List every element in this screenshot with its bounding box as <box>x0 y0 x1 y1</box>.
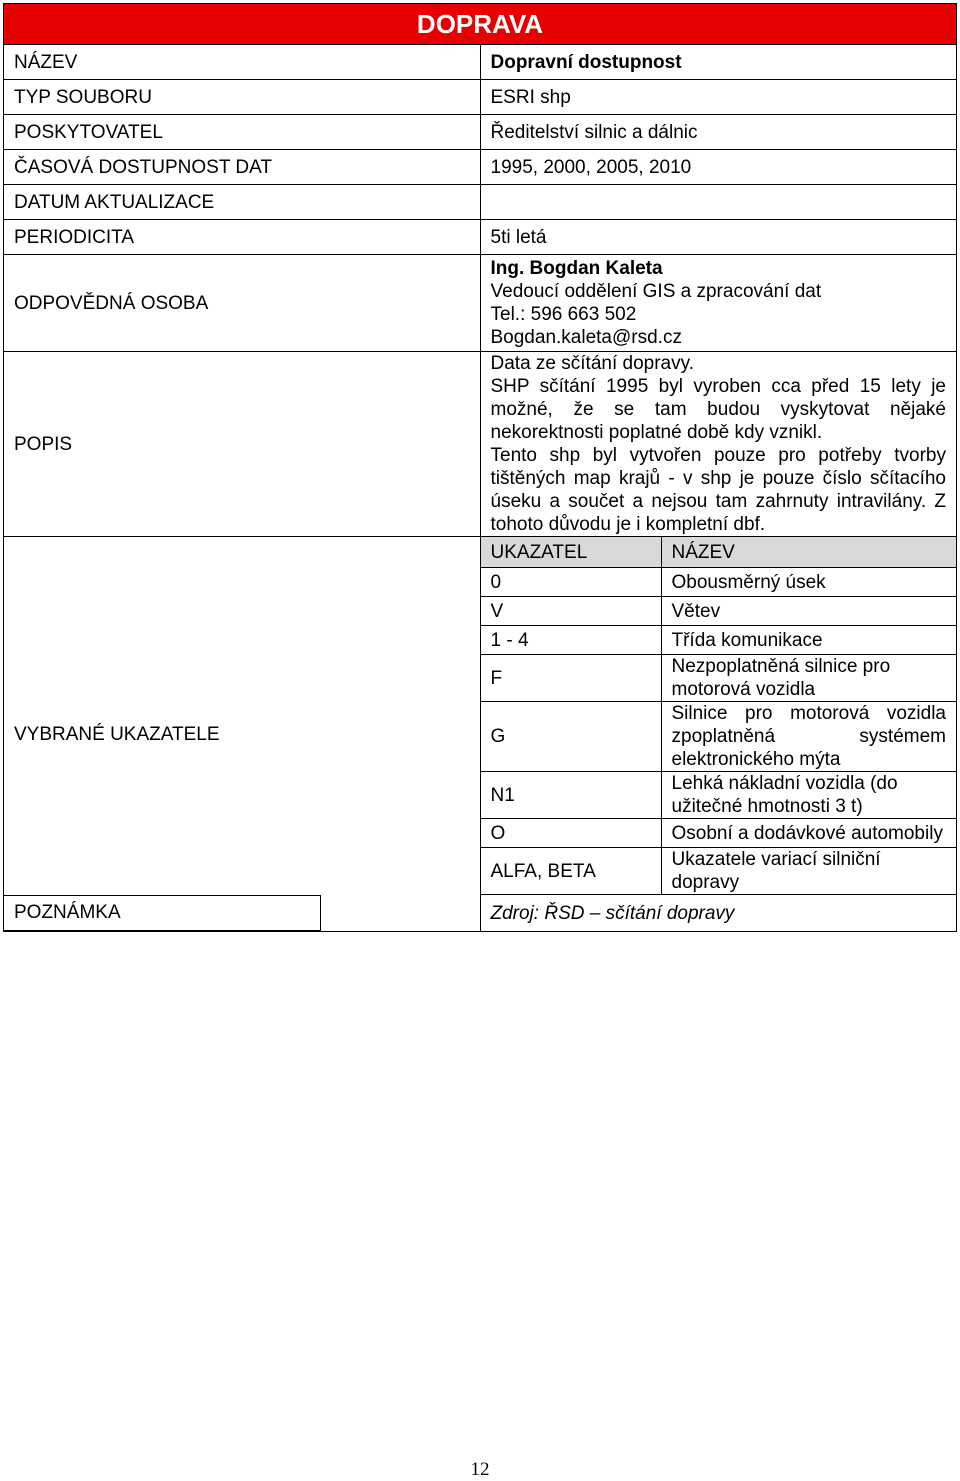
indicator-name: Obousměrný úsek <box>661 568 956 597</box>
contact-name: Ing. Bogdan Kaleta <box>490 258 663 279</box>
label-typ-souboru: TYP SOUBORU <box>4 80 481 115</box>
indicator-code: F <box>481 655 662 702</box>
value-casova-dostupnost: 1995, 2000, 2005, 2010 <box>480 150 957 185</box>
value-popis <box>480 352 957 537</box>
indicator-code: 1 - 4 <box>481 626 662 655</box>
indicator-code: G <box>481 702 662 772</box>
indicator-name: Třída komunikace <box>661 626 956 655</box>
value-odpovedna-osoba <box>480 255 957 352</box>
description-line-3: Tento shp byl vytvořen pouze pro potřeby tvorby tištěných map krajů - v shp je pouze číslo sčítacího úseku a součet a nejsou tam zahrnuty intravilány. Z tohoto důvodu je i kompletní dbf. <box>490 445 946 535</box>
value-poskytovatel: Ředitelství silnic a dálnic <box>480 115 957 150</box>
value-periodicita: 5ti letá <box>480 220 957 255</box>
contact-email: Bogdan.kaleta@rsd.cz <box>490 327 682 348</box>
indicator-name: Lehká nákladní vozidla (do užitečné hmotnosti 3 t) <box>661 772 956 819</box>
indicator-name: Ukazatele variací silniční dopravy <box>661 848 956 895</box>
indicator-code: ALFA, BETA <box>481 848 662 895</box>
indicators-cell <box>480 537 957 932</box>
indicators-header-code: UKAZATEL <box>481 537 662 568</box>
metadata-table <box>3 3 957 932</box>
indicators-header-name: NÁZEV <box>661 537 956 568</box>
value-typ-souboru: ESRI shp <box>480 80 957 115</box>
indicator-name: Osobní a dodávkové automobily <box>661 819 956 848</box>
label-popis: POPIS <box>4 352 481 537</box>
label-odpovedna-osoba: ODPOVĚDNÁ OSOBA <box>4 255 481 352</box>
note-label-table <box>3 895 321 932</box>
contact-phone: Tel.: 596 663 502 <box>490 304 637 325</box>
contact-position: Vedoucí oddělení GIS a zpracování dat <box>490 281 822 302</box>
label-nazev: NÁZEV <box>4 45 481 80</box>
label-periodicita: PERIODICITA <box>4 220 481 255</box>
page-number: 12 <box>470 1459 490 1480</box>
description-line-2: SHP sčítání 1995 byl vyroben cca před 15 lety je možné, že se tam budou vyskytovat nějaké nekorektnosti poplatné době kdy vznikl. <box>490 376 946 443</box>
indicator-code: 0 <box>481 568 662 597</box>
indicator-name: Silnice pro motorová vozidla zpoplatněná systémem elektronického mýta <box>661 702 956 772</box>
value-datum-aktualizace <box>480 185 957 220</box>
section-title: DOPRAVA <box>4 4 957 45</box>
value-nazev: Dopravní dostupnost <box>480 45 957 80</box>
label-poskytovatel: POSKYTOVATEL <box>4 115 481 150</box>
description-line-1: Data ze sčítání dopravy. <box>490 353 694 374</box>
indicator-name: Nezpoplatněná silnice pro motorová vozidla <box>661 655 956 702</box>
label-datum-aktualizace: DATUM AKTUALIZACE <box>4 185 481 220</box>
indicator-name: Větev <box>661 597 956 626</box>
indicators-table <box>481 537 957 931</box>
indicator-code: V <box>481 597 662 626</box>
label-vybrane-ukazatele: VYBRANÉ UKAZATELE <box>4 537 481 932</box>
indicator-code: N1 <box>481 772 662 819</box>
value-poznamka: Zdroj: ŘSD – sčítání dopravy <box>481 895 957 932</box>
indicator-code: O <box>481 819 662 848</box>
label-poznamka: POZNÁMKA <box>4 895 321 931</box>
label-casova-dostupnost: ČASOVÁ DOSTUPNOST DAT <box>4 150 481 185</box>
